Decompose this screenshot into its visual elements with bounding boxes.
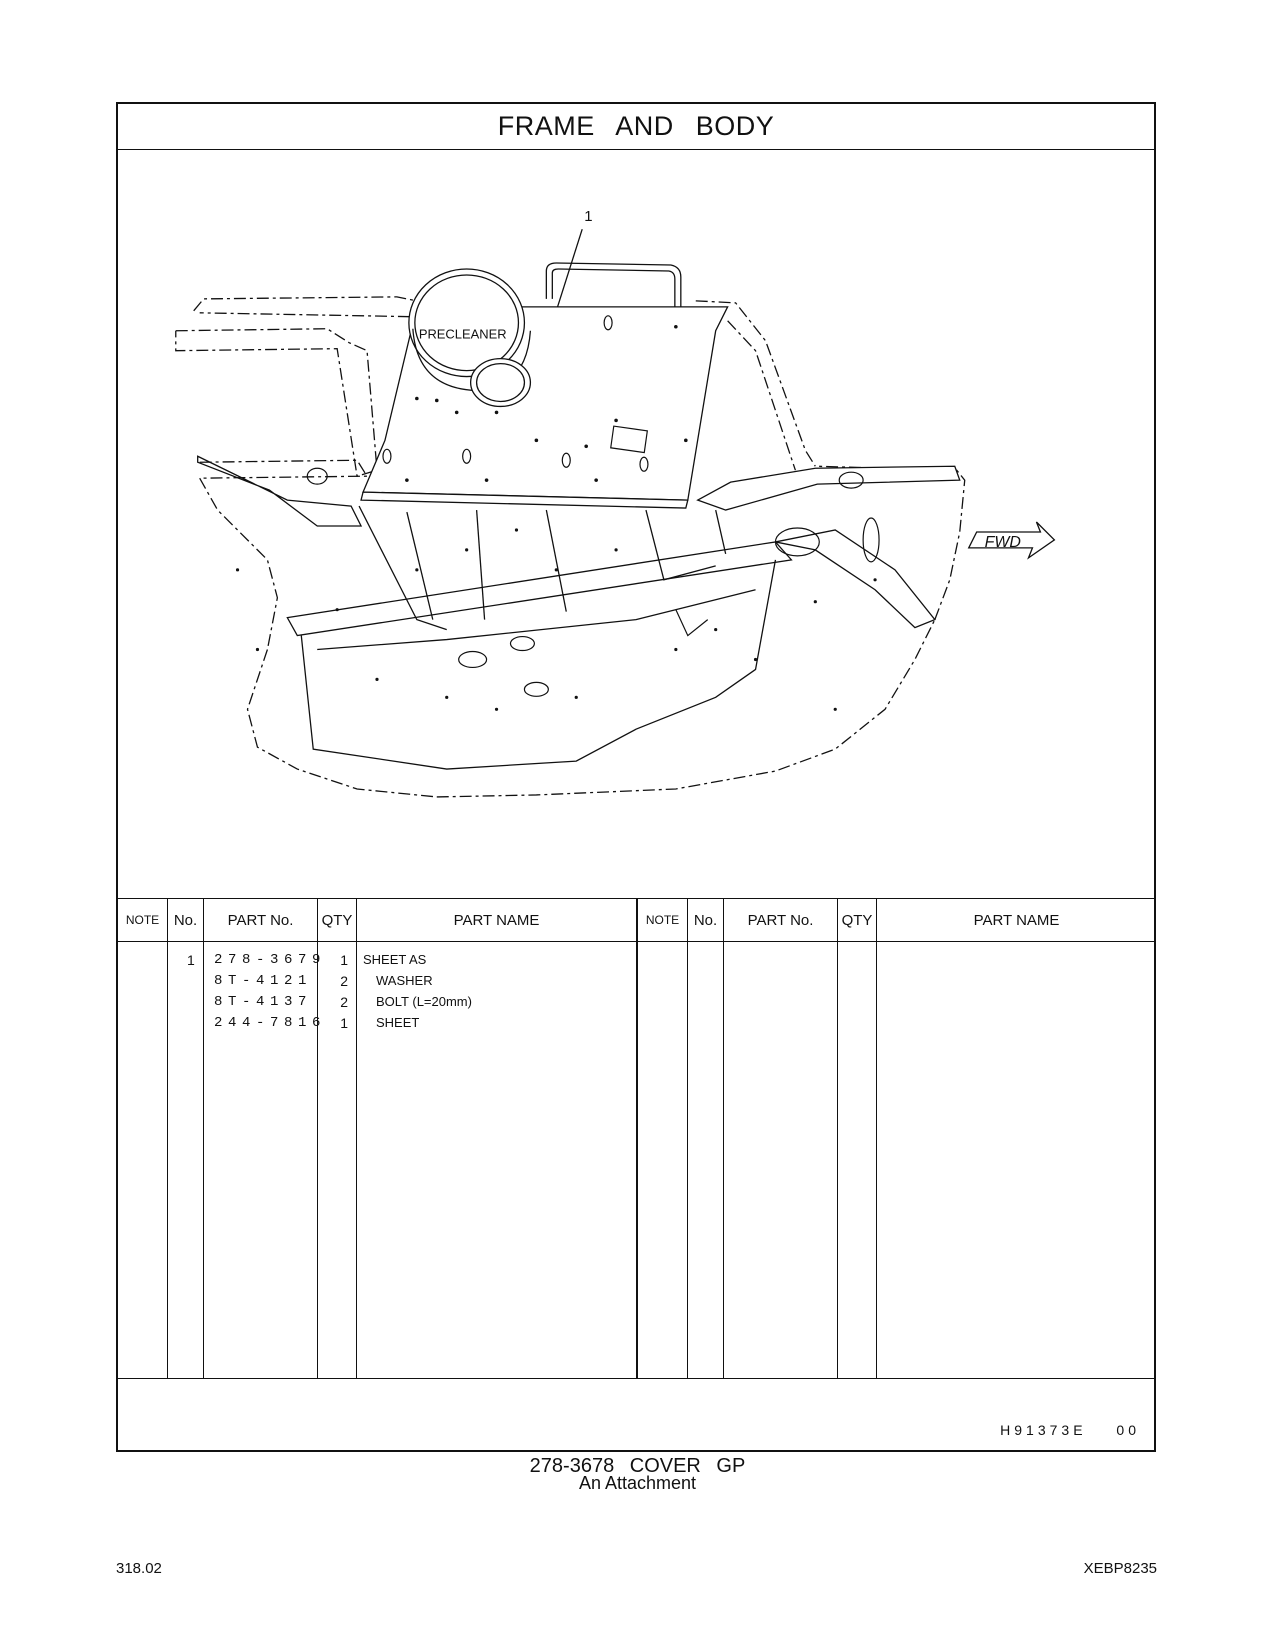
parts-list-table [118, 898, 1154, 1378]
quantity: 2 [340, 973, 348, 989]
quantity: 1 [340, 1015, 348, 1031]
header-qty-left: QTY [321, 911, 353, 929]
part-name: WASHER [376, 973, 433, 988]
group-subtitle: An Attachment [578, 1473, 697, 1493]
part-number: 278-3679 [214, 952, 327, 968]
header-no-left: No. [173, 911, 198, 929]
drawing-code-row [118, 1378, 1154, 1452]
table-row [118, 973, 636, 994]
header-partno-left: PART No. [227, 911, 294, 929]
header-note-left: NOTE [125, 913, 160, 927]
quantity: 2 [340, 994, 348, 1010]
header-partname-left: PART NAME [453, 911, 540, 929]
part-name: SHEET [376, 1015, 420, 1030]
drawing-code: H91373E 00 [1000, 1422, 1140, 1438]
part-number: 244-7816 [214, 1015, 327, 1031]
fwd-label: FWD [984, 533, 1021, 551]
part-name: SHEET AS [363, 952, 427, 967]
fwd-arrow-icon [969, 522, 1055, 558]
callout-number: 1 [584, 208, 593, 226]
publication-number: XEBP8235 [1083, 1560, 1157, 1577]
table-row [118, 994, 636, 1015]
column-divider [723, 898, 724, 1378]
page-number: 318.02 [116, 1560, 162, 1577]
column-divider [687, 898, 688, 1378]
exploded-parts-drawing [118, 150, 1154, 898]
column-divider [876, 898, 877, 1378]
header-qty-right: QTY [841, 911, 873, 929]
page-title: FRAME AND BODY [118, 104, 1154, 150]
header-note-right: NOTE [645, 913, 680, 927]
part-number: 8T-4137 [214, 994, 313, 1010]
group-title: 278-3678 COVER GP [529, 1455, 746, 1477]
ref-number: 1 [187, 952, 195, 968]
precleaner-label: PRECLEANER [418, 326, 507, 342]
table-row [118, 1015, 636, 1036]
column-divider [636, 898, 638, 1378]
header-partname-right: PART NAME [973, 911, 1060, 929]
table-row [118, 952, 636, 973]
parts-page-frame [116, 102, 1156, 1452]
quantity: 1 [340, 952, 348, 968]
header-partno-right: PART No. [747, 911, 814, 929]
part-number: 8T-4121 [214, 973, 313, 989]
part-name: BOLT (L=20mm) [376, 994, 472, 1009]
header-no-right: No. [693, 911, 718, 929]
column-divider [837, 898, 838, 1378]
